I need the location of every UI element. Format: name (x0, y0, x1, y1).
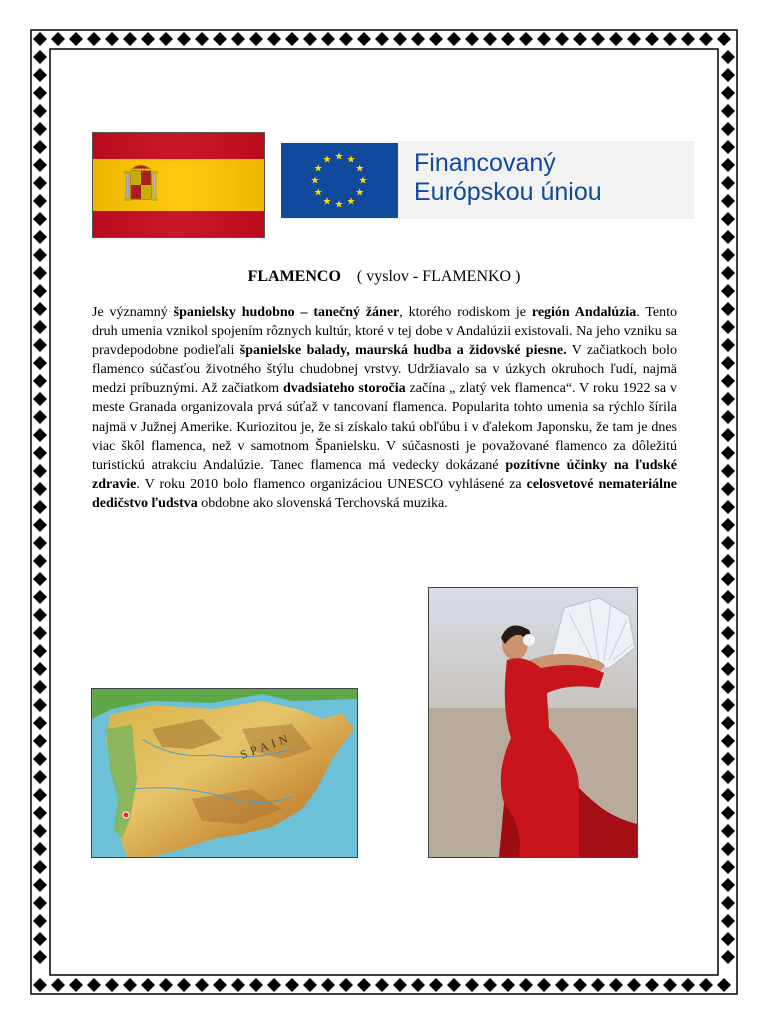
spain-map-image (91, 688, 358, 858)
bold-phrase: pozitívne účinky na ľudské zdravie (92, 457, 677, 492)
bold-phrase: dvadsiateho storočia (282, 381, 406, 397)
eu-star-icon: ★ (358, 175, 368, 187)
bold-phrase: španielske balady, maurská hudba a židovské piesne. (239, 343, 567, 359)
flamenco-dancer-photo (428, 587, 638, 858)
eu-text-line2: Európskou úniou (414, 178, 602, 206)
bold-phrase: celosvetové nemateriálne dedičstvo ľudstva (92, 476, 678, 511)
eu-text-line1: Financovaný (414, 149, 556, 177)
bold-phrase: región Andalúzia (531, 305, 637, 320)
map-label: SPAIN (238, 730, 294, 762)
article-body (92, 303, 677, 513)
text-run: . V roku 2010 bolo flamenco organizáciou UNESCO vyhlásené za (136, 476, 527, 492)
eu-star-icon: ★ (355, 163, 365, 175)
eu-flag-icon (281, 143, 398, 218)
heading-title: FLAMENCO (247, 268, 341, 285)
text-run: V začiatkoch bolo flamenco súčasťou životného štýlu chudobnej vrstvy. Udržiavalo sa v úzkych okruhoch ľudí, najmä medzi príbuznými. Až začiatkom (92, 343, 678, 397)
eu-star-icon: ★ (322, 154, 332, 166)
eu-star-icon: ★ (313, 187, 323, 199)
eu-funding-logo (281, 141, 694, 219)
text-run: Je významný (92, 305, 174, 320)
eu-star-icon: ★ (334, 199, 344, 211)
spain-flag-image (92, 132, 265, 238)
text-run: , ktorého rodiskom je (399, 305, 532, 320)
article-heading (0, 268, 768, 286)
eu-star-icon: ★ (334, 151, 344, 163)
eu-funding-text (414, 149, 602, 207)
text-run: začína „ zlatý vek flamenca“. V roku 1922 sa v meste Granada organizovala prvá súťaž v tancovaní flamenca. Popularita tohto umenia sa rýchlo šírila najmä v Južnej Amerike. Kuriozitou je, že si získalo takú obľúbu i v ďalekom Japonsku, že tam je dnes viac škôl flamenca, než v samotnom Španielsku. V súčasnosti je považované flamenco za dôležitú turistickú atrakciu Andalúzie. Tanec flamenca má vedecky dokázané (92, 381, 677, 473)
eu-star-icon: ★ (346, 154, 356, 166)
eu-star-icon: ★ (346, 196, 356, 208)
text-run: obdobne ako slovenská Terchovská muzika. (197, 495, 448, 511)
text-run: . Tento druh umenia vznikol spojením rôznych kultúr, ktoré v tej dobe v Andalúzii existovali. Na jeho vzniku sa pravdepodobne podieľali (92, 305, 677, 359)
heading-pronunciation: ( vyslov - FLAMENKO ) (356, 268, 521, 285)
eu-star-icon: ★ (313, 163, 323, 175)
eu-star-icon: ★ (322, 196, 332, 208)
eu-star-icon: ★ (310, 175, 320, 187)
eu-star-icon: ★ (355, 187, 365, 199)
bold-phrase: španielsky hudobno – tanečný žáner (173, 305, 400, 320)
